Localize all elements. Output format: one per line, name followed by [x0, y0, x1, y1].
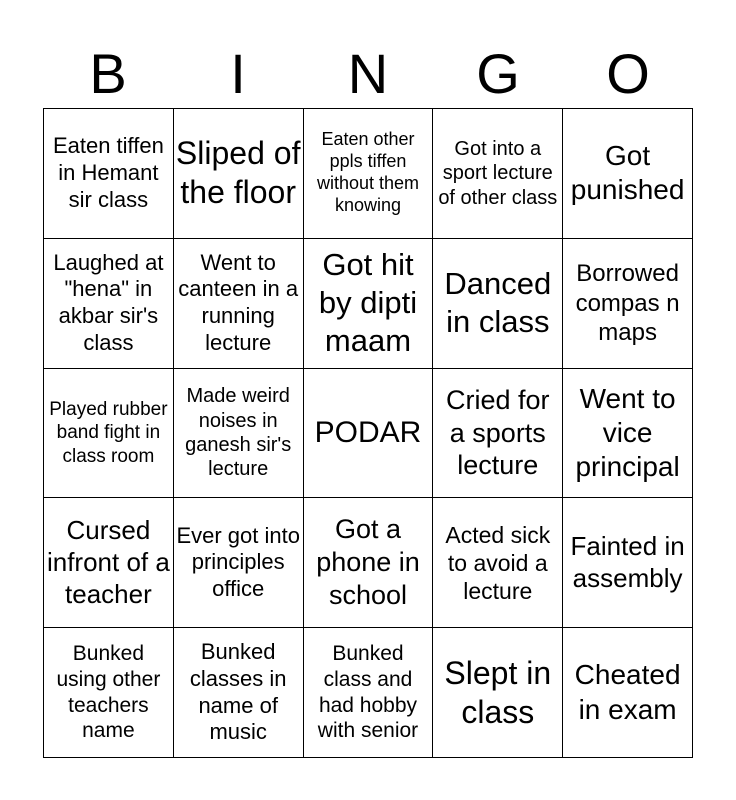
- bingo-cell[interactable]: [304, 628, 434, 758]
- bingo-cell-text: Bunked using other teachers name: [56, 642, 161, 743]
- bingo-cell[interactable]: [44, 498, 174, 628]
- bingo-cell-text: Ever got into principles office: [176, 522, 300, 602]
- bingo-cell-text: Fainted in assembly: [570, 531, 685, 593]
- bingo-cell[interactable]: [433, 109, 563, 239]
- header-letter-i: I: [230, 42, 246, 105]
- bingo-cell[interactable]: [44, 239, 174, 369]
- bingo-cell-text: Borrowed compas n maps: [575, 260, 680, 346]
- bingo-cell[interactable]: [304, 369, 434, 499]
- bingo-cell[interactable]: [174, 109, 304, 239]
- bingo-cell-text: Danced in class: [444, 266, 552, 340]
- bingo-cell[interactable]: [304, 109, 434, 239]
- bingo-cell[interactable]: [174, 628, 304, 758]
- bingo-cell-text: Made weird noises in ganesh sir's lecture: [185, 385, 292, 481]
- bingo-cell-text: Went to canteen in a running lecture: [178, 249, 299, 356]
- bingo-cell-text: Acted sick to avoid a lecture: [445, 521, 551, 604]
- bingo-cell[interactable]: [174, 498, 304, 628]
- bingo-cell[interactable]: [563, 628, 693, 758]
- bingo-cell-text: Got into a sport lecture of other class: [438, 137, 558, 209]
- bingo-cell[interactable]: [563, 109, 693, 239]
- bingo-cell[interactable]: [433, 498, 563, 628]
- bingo-cell-text: Eaten tiffen in Hemant sir class: [52, 133, 164, 212]
- bingo-cell-text: Cheated in exam: [574, 659, 681, 725]
- bingo-cell[interactable]: [433, 239, 563, 369]
- bingo-cell[interactable]: [44, 109, 174, 239]
- bingo-cell-text: Bunked class and had hobby with senior: [317, 642, 419, 743]
- bingo-cell[interactable]: [433, 628, 563, 758]
- bingo-cell-text: Sliped of the floor: [175, 135, 301, 211]
- bingo-cell-text: Got hit by dipti maam: [318, 247, 418, 359]
- bingo-cell-text: Went to vice principal: [575, 382, 680, 483]
- bingo-cell-text: Got punished: [570, 140, 685, 206]
- header-letter-n: N: [347, 42, 389, 105]
- bingo-cell-text: Slept in class: [444, 654, 552, 730]
- bingo-cell[interactable]: [433, 369, 563, 499]
- bingo-cell-text: PODAR: [314, 415, 422, 449]
- header-letter-g: G: [476, 42, 520, 105]
- bingo-cell[interactable]: [563, 498, 693, 628]
- bingo-header: [43, 40, 693, 108]
- bingo-cell-text: Cried for a sports lecture: [446, 384, 550, 481]
- bingo-cell[interactable]: [174, 239, 304, 369]
- bingo-cell-text: Laughed at "hena" in akbar sir's class: [53, 249, 164, 356]
- bingo-cell[interactable]: [563, 369, 693, 499]
- bingo-card: [43, 108, 693, 758]
- bingo-cell[interactable]: [304, 239, 434, 369]
- bingo-cell-text: Got a phone in school: [316, 514, 420, 611]
- bingo-cell-text: Played rubber band fight in class room: [49, 399, 168, 467]
- bingo-cell[interactable]: [304, 498, 434, 628]
- bingo-cell[interactable]: [174, 369, 304, 499]
- bingo-cell[interactable]: [563, 239, 693, 369]
- bingo-cell-text: Bunked classes in name of music: [189, 638, 287, 745]
- header-letter-b: B: [89, 42, 127, 105]
- bingo-cell-text: Eaten other ppls tiffen without them knowing: [316, 129, 420, 216]
- header-letter-o: O: [606, 42, 650, 105]
- bingo-cell-text: Cursed infront of a teacher: [46, 515, 170, 609]
- bingo-cell[interactable]: [44, 369, 174, 499]
- bingo-cell[interactable]: [44, 628, 174, 758]
